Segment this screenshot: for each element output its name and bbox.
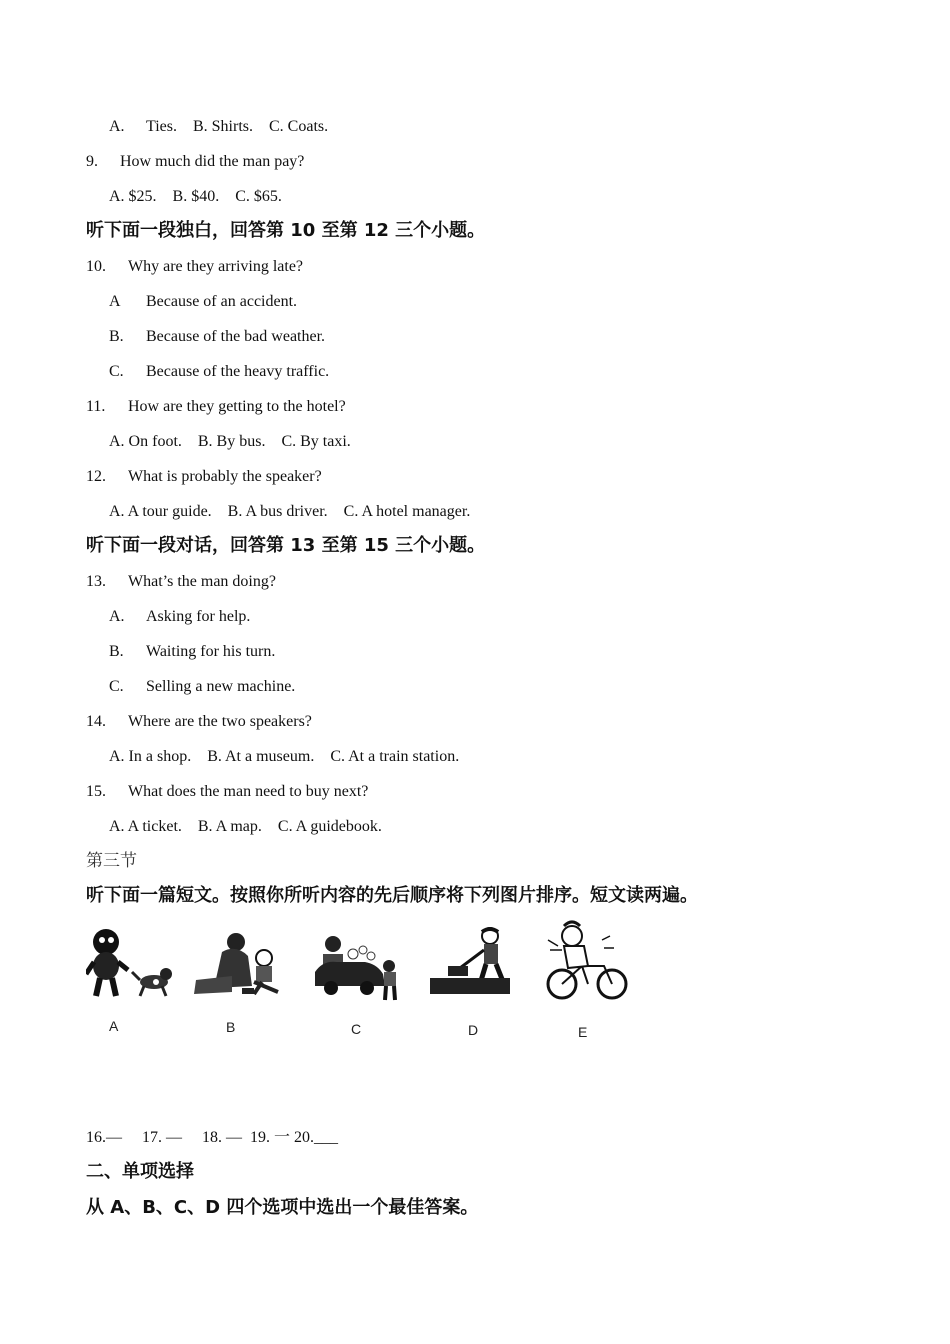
q10-option-a-text: Because of an accident. xyxy=(146,293,298,310)
picture-label-e: E xyxy=(578,1024,588,1040)
q8-option-c: C. Coats. xyxy=(269,118,329,135)
part-2-instruction: 从 A、B、C、D 四个选项中选出一个最佳答案。 xyxy=(86,1197,479,1218)
q14-options: A. In a shop. B. At a museum. C. At a train station. xyxy=(109,748,460,765)
q9-number: 9. xyxy=(86,153,98,170)
q10-number: 10. xyxy=(86,258,106,275)
q10-option-b-label: B. xyxy=(109,328,124,345)
part-2-title: 二、单项选择 xyxy=(86,1161,194,1182)
instruction-13-15: 听下面一段对话，回答第 13 至第 15 三个小题。 xyxy=(86,535,486,556)
q15-options: A. A ticket. B. A map. C. A guidebook. xyxy=(109,818,382,835)
q13-option-c xyxy=(109,677,295,697)
q8-options xyxy=(109,117,328,137)
q9-text: How much did the man pay? xyxy=(120,153,305,170)
q13-text: What’s the man doing? xyxy=(128,573,276,590)
q11-question xyxy=(86,397,346,417)
section-3-title: 第三节 xyxy=(86,851,137,871)
q10-option-a-label: A xyxy=(109,293,121,310)
q15-question xyxy=(86,782,368,802)
answer-blanks-16-20: 16.— 17. — 18. — 19. 一 20.___ xyxy=(86,1129,339,1146)
mowing-lawn-icon xyxy=(430,926,514,998)
picture-label-a: A xyxy=(109,1018,119,1034)
section-3-instruction: 听下面一篇短文。按照你所听内容的先后顺序将下列图片排序。短文读两遍。 xyxy=(86,885,698,906)
q14-question xyxy=(86,712,312,732)
q15-number: 15. xyxy=(86,783,106,800)
washing-car-icon xyxy=(313,932,403,1004)
q13-option-a-label: A. xyxy=(109,608,125,625)
picture-label-b: B xyxy=(226,1019,236,1035)
q11-text: How are they getting to the hotel? xyxy=(128,398,346,415)
q8-option-b: B. Shirts. xyxy=(192,118,253,135)
q13-question xyxy=(86,572,276,592)
q13-option-a xyxy=(109,607,250,627)
q10-option-a xyxy=(109,292,297,312)
q13-option-b-label: B. xyxy=(109,643,124,660)
q13-option-b xyxy=(109,642,275,662)
q10-option-b-text: Because of the bad weather. xyxy=(146,328,326,345)
q10-question xyxy=(86,257,303,277)
q8-option-a: Ties. xyxy=(146,118,177,135)
q10-option-c xyxy=(109,362,329,382)
q12-options: A. A tour guide. B. A bus driver. C. A hotel manager. xyxy=(109,503,471,520)
q13-option-a-text: Asking for help. xyxy=(146,608,251,625)
q13-option-c-text: Selling a new machine. xyxy=(146,678,296,695)
q15-text: What does the man need to buy next? xyxy=(128,783,369,800)
picture-label-d: D xyxy=(468,1022,479,1038)
q13-option-b-text: Waiting for his turn. xyxy=(146,643,276,660)
q10-option-c-label: C. xyxy=(109,363,124,380)
riding-bike-icon xyxy=(544,920,630,1002)
boy-with-dog-icon xyxy=(86,926,174,1002)
q12-question xyxy=(86,467,322,487)
q9-options: A. $25. B. $40. C. $65. xyxy=(109,188,282,205)
q8-option-a-label: A. xyxy=(109,118,125,135)
q11-number: 11. xyxy=(86,398,106,415)
q14-text: Where are the two speakers? xyxy=(128,713,312,730)
q11-options: A. On foot. B. By bus. C. By taxi. xyxy=(109,433,351,450)
q13-option-c-label: C. xyxy=(109,678,124,695)
q10-option-b xyxy=(109,327,325,347)
q13-number: 13. xyxy=(86,573,106,590)
q9-question xyxy=(86,152,304,172)
q14-number: 14. xyxy=(86,713,106,730)
mother-and-child-icon xyxy=(192,930,284,1000)
q10-text: Why are they arriving late? xyxy=(128,258,304,275)
q12-text: What is probably the speaker? xyxy=(128,468,322,485)
picture-label-c: C xyxy=(351,1021,362,1037)
q12-number: 12. xyxy=(86,468,106,485)
q10-option-c-text: Because of the heavy traffic. xyxy=(146,363,330,380)
instruction-10-12: 听下面一段独白，回答第 10 至第 12 三个小题。 xyxy=(86,220,486,241)
